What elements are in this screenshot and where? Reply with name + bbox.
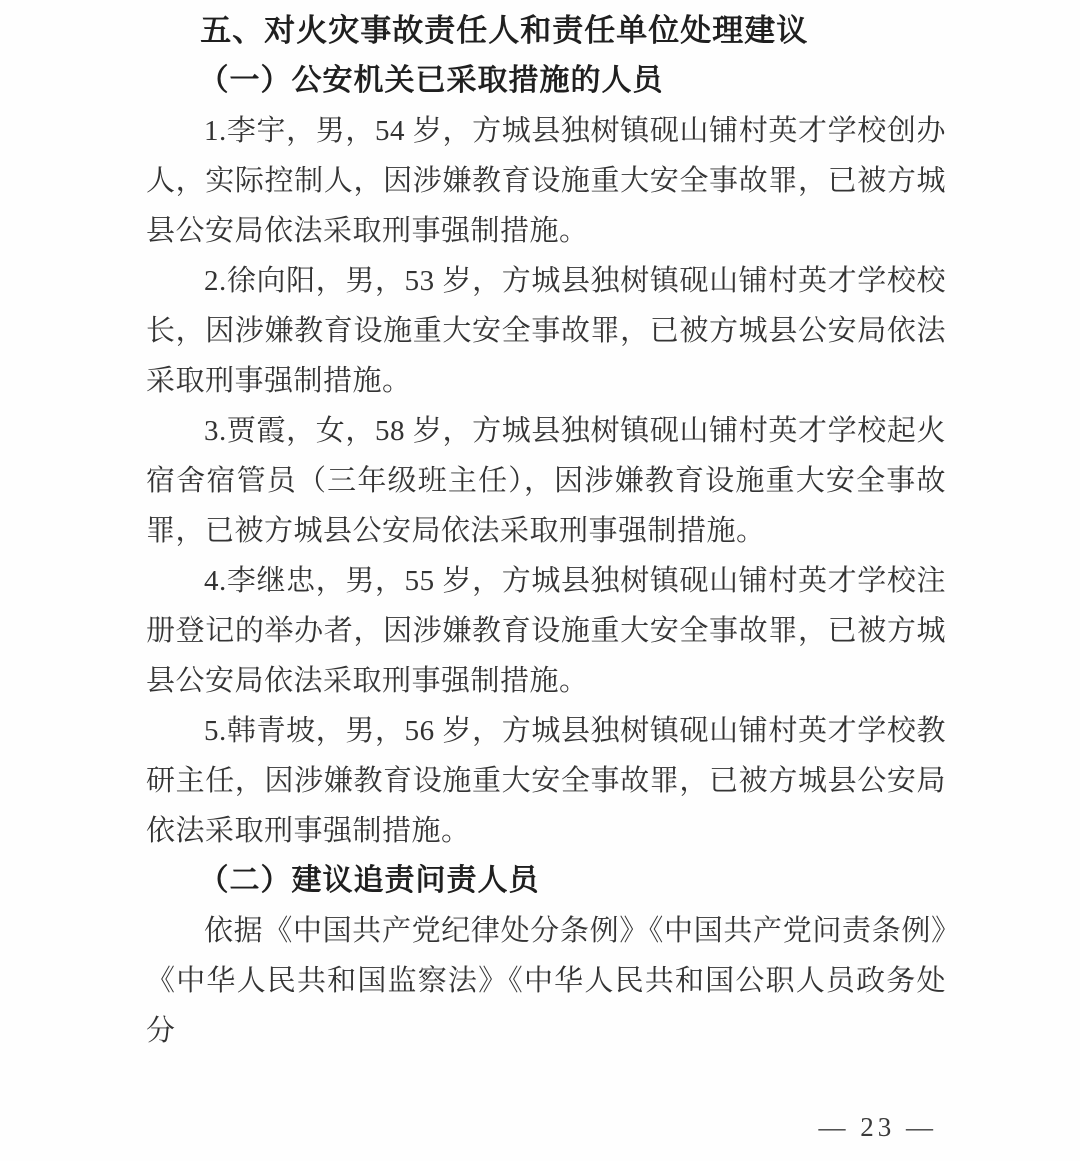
paragraph-person-3: 3.贾霞，女，58 岁，方城县独树镇砚山铺村英才学校起火宿舍宿管员（三年级班主任），因涉嫌教育设施重大安全事故罪，已被方城县公安局依法采取刑事强制措施。: [146, 415, 946, 547]
paragraph-person-4: 4.李继忠，男，55 岁，方城县独树镇砚山铺村英才学校注册登记的举办者，因涉嫌教育设施重大安全事故罪，已被方城县公安局依法采取刑事强制措施。: [146, 565, 946, 697]
paragraph-legal-basis: 依据《中国共产党纪律处分条例》《中国共产党问责条例》《中华人民共和国监察法》《中华人民共和国公职人员政务处分: [146, 915, 946, 1047]
paragraph-person-1: 1.李宇，男，54 岁，方城县独树镇砚山铺村英才学校创办人，实际控制人，因涉嫌教育设施重大安全事故罪，已被方城县公安局依法采取刑事强制措施。: [146, 115, 946, 247]
section-title: 五、对火灾事故责任人和责任单位处理建议: [200, 13, 809, 48]
document-content: [146, 6, 946, 1056]
subsection-2-heading: （二）建议追责问责人员: [198, 864, 540, 897]
paragraph-person-5: 5.韩青坡，男，56 岁，方城县独树镇砚山铺村英才学校教研主任，因涉嫌教育设施重大安全事故罪，已被方城县公安局依法采取刑事强制措施。: [146, 715, 946, 847]
paragraph-person-2: 2.徐向阳，男，53 岁，方城县独树镇砚山铺村英才学校校长，因涉嫌教育设施重大安全事故罪，已被方城县公安局依法采取刑事强制措施。: [146, 265, 946, 397]
page-number: — 23 —: [818, 1112, 937, 1142]
subsection-1-heading: （一）公安机关已采取措施的人员: [198, 64, 664, 97]
